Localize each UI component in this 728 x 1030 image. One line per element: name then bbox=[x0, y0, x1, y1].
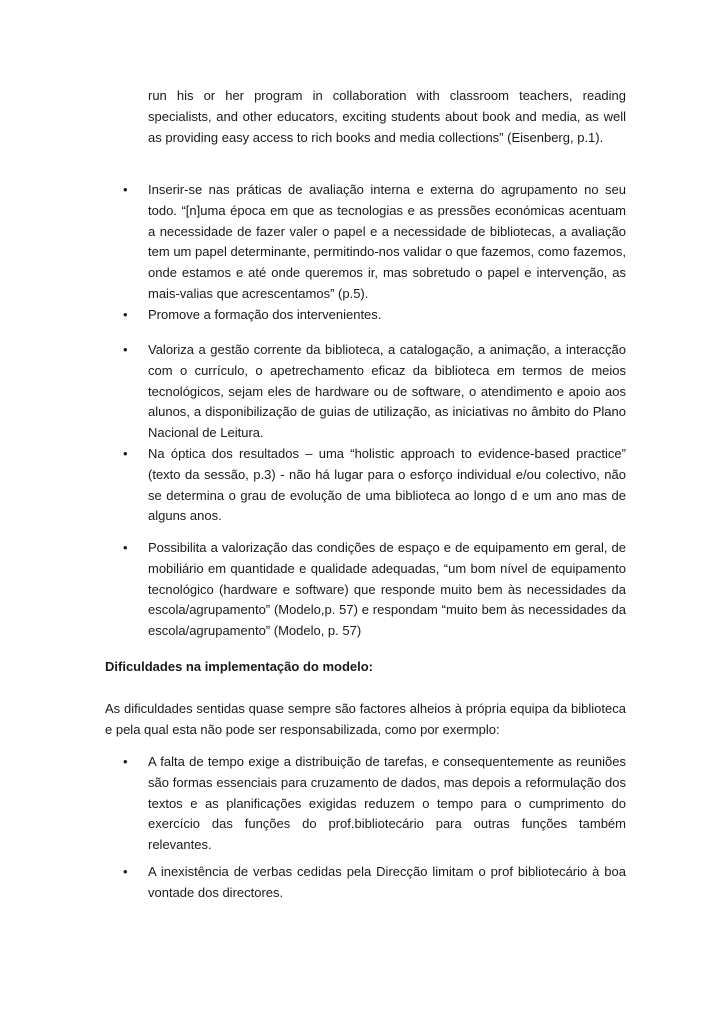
body-paragraph: As dificuldades sentidas quase sempre são factores alheios à própria equipa da biblioteca e pela qual esta não pode ser responsabilizada, como por exermplo: bbox=[105, 701, 626, 737]
list-item-text: Possibilita a valorização das condições de espaço e de equipamento em geral, de mobiliário em quantidade e qualidade adequadas, “um bom nível de equipamento tecnológico (hardware e software) que responde muito bem às necessidades da escola/agrupamento” (Modelo,p. 57) e respondam “muito bem às necessidades da escola/agrupamento” (Modelo, p. 57) bbox=[148, 540, 626, 639]
bullet-icon: • bbox=[123, 540, 128, 555]
list-item-text: A falta de tempo exige a distribuição de tarefas, e consequentemente as reuniões são formas essenciais para cruzamento de dados, mas depois a reformulação dos textos e as planificações exigidas reduzem o tempo para o cumprimento do exercício das funções do prof.bibliotecário para outras funções também relevantes. bbox=[148, 754, 626, 853]
list-item-text: Na óptica dos resultados – uma “holistic approach to evidence-based practice” (texto da sessão, p.3) - não há lugar para o esforço individual e/ou colectivo, não se determina o grau de evolução de uma biblioteca ao longo d e um ano mas de alguns anos. bbox=[148, 446, 626, 524]
bullet-icon: • bbox=[123, 307, 128, 322]
list-item-text: Inserir-se nas práticas de avaliação interna e externa do agrupamento no seu todo. “[n]uma época em que as tecnologias e as pressões económicas acentuam a necessidade de fazer valer o papel e a necessidade de bibliotecas, a avaliação tem um papel determinante, permitindo-nos validar o que fazemos, como fazemos, onde estamos e até onde queremos ir, mas sobretudo o papel e intervenção, as mais-valias que acrescentamos” (p.5). bbox=[148, 182, 626, 301]
bullet-icon: • bbox=[123, 342, 128, 357]
list-item-text: Valoriza a gestão corrente da biblioteca, a catalogação, a animação, a interacção com o currículo, o apetrechamento eficaz da biblioteca em termos de meios tecnológicos, sejam eles de hardware ou de software, o atendimento e apoio aos alunos, a disponibilização de guias de utilização, as iniciativas no âmbito do Plano Nacional de Leitura. bbox=[148, 342, 626, 441]
bullet-icon: • bbox=[123, 446, 128, 461]
list-item-text: A inexistência de verbas cedidas pela Direcção limitam o prof bibliotecário à boa vontade dos directores. bbox=[148, 864, 626, 900]
list-item-text: Promove a formação dos intervenientes. bbox=[148, 307, 382, 322]
continuation-paragraph: run his or her program in collaboration with classroom teachers, reading specialists, and other educators, exciting students about book and media, as well as providing easy access to rich books and media collections” (Eisenberg, p.1). bbox=[148, 88, 626, 145]
bullet-icon: • bbox=[123, 754, 128, 769]
bullet-icon: • bbox=[123, 864, 128, 879]
section-heading: Dificuldades na implementação do modelo: bbox=[105, 659, 373, 674]
bullet-icon: • bbox=[123, 182, 128, 197]
